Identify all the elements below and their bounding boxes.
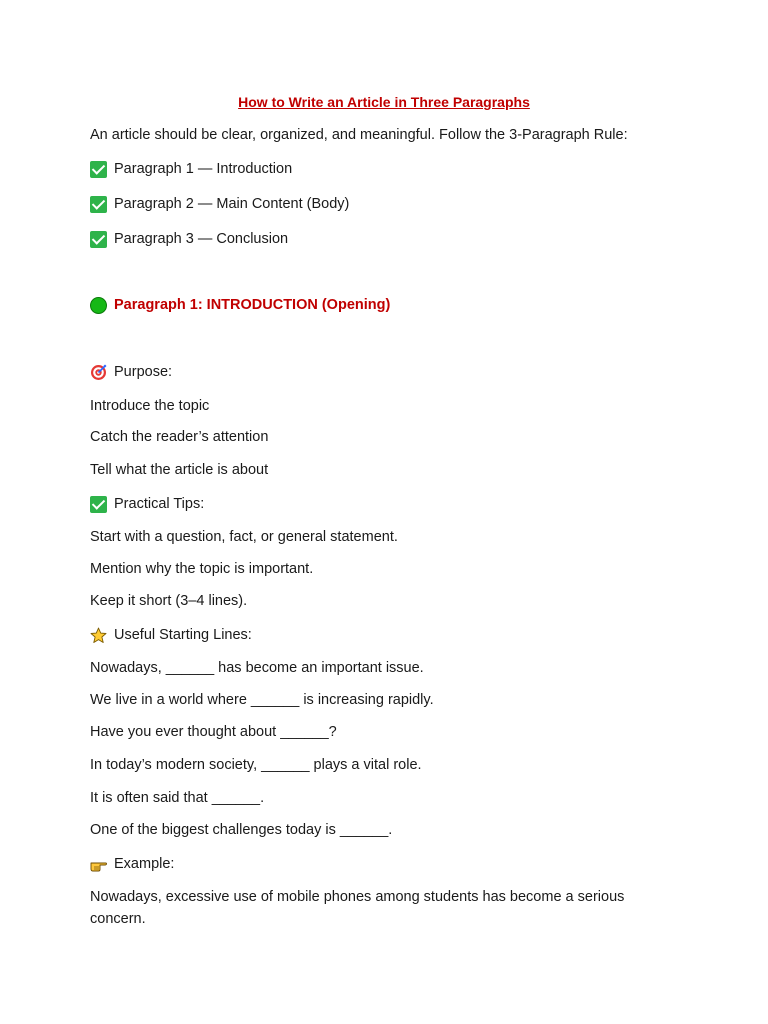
starting-lines-label: [90, 626, 252, 644]
starting-line-item: It is often said that ______.: [90, 790, 265, 806]
tips-label-text: Practical Tips:: [114, 496, 205, 512]
example-label: [90, 855, 174, 873]
section-heading: [90, 296, 390, 314]
purpose-item: Catch the reader’s attention: [90, 429, 269, 445]
document-title: How to Write an Article in Three Paragraphs: [238, 94, 530, 110]
starting-line-item: Have you ever thought about ______?: [90, 724, 337, 740]
rule-item: [90, 160, 292, 178]
rule-item-label: Paragraph 1 — Introduction: [114, 161, 293, 177]
green-circle-icon: [90, 297, 107, 314]
starting-lines-label-text: Useful Starting Lines:: [114, 627, 252, 643]
tip-item: Start with a question, fact, or general statement.: [90, 529, 398, 545]
rule-item-label: Paragraph 2 — Main Content (Body): [114, 196, 350, 212]
check-icon: [90, 231, 107, 248]
rule-item: [90, 195, 349, 213]
pointing-hand-icon: [90, 856, 107, 873]
section-heading-label: Paragraph 1: INTRODUCTION (Opening): [114, 297, 391, 313]
check-icon: [90, 161, 107, 178]
example-text: Nowadays, excessive use of mobile phones among students has become a serious concern.: [90, 889, 625, 927]
starting-line-item: We live in a world where ______ is increasing rapidly.: [90, 692, 434, 708]
intro-text: An article should be clear, organized, and meaningful. Follow the 3-Paragraph Rule:: [90, 127, 628, 143]
purpose-label: [90, 363, 172, 381]
rule-item-label: Paragraph 3 — Conclusion: [114, 231, 289, 247]
target-icon: [90, 364, 107, 381]
purpose-item: Tell what the article is about: [90, 462, 269, 478]
purpose-item: Introduce the topic: [90, 398, 210, 414]
check-icon: [90, 496, 107, 513]
check-icon: [90, 196, 107, 213]
star-icon: [90, 627, 107, 644]
rule-item: [90, 230, 288, 248]
tips-label: [90, 495, 204, 513]
starting-line-item: Nowadays, ______ has become an important issue.: [90, 660, 424, 676]
example-label-text: Example:: [114, 856, 175, 872]
purpose-label-text: Purpose:: [114, 364, 173, 380]
starting-line-item: In today’s modern society, ______ plays a vital role.: [90, 757, 422, 773]
tip-item: Mention why the topic is important.: [90, 561, 314, 577]
tip-item: Keep it short (3–4 lines).: [90, 593, 248, 609]
starting-line-item: One of the biggest challenges today is ______.: [90, 822, 393, 838]
